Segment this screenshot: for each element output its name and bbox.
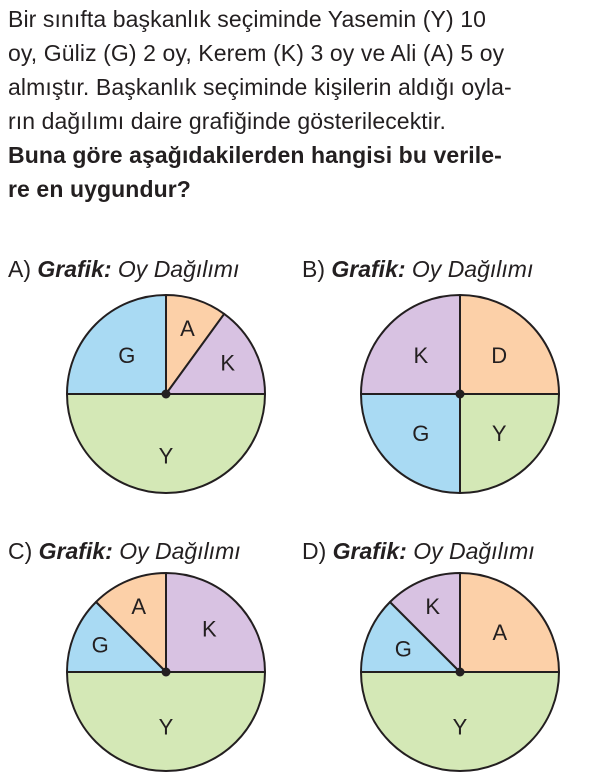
question-text	[8, 2, 596, 206]
pie-chart-c	[65, 571, 267, 773]
question-line-4: rın dağılımı daire grafiğinde gösterilecektir.	[8, 108, 446, 134]
option-a-title: Oy Dağılımı	[117, 256, 240, 282]
option-b-title: Oy Dağılımı	[411, 256, 534, 282]
pie-b-slice-d	[460, 295, 559, 394]
pie-d-label-k: K	[425, 594, 441, 620]
pie-b-center-dot	[456, 390, 465, 399]
question-prompt-line-2: re en uygundur?	[8, 176, 191, 202]
option-b-grafik: Grafik:	[331, 256, 406, 282]
option-d-title: Oy Dağılımı	[413, 538, 535, 564]
pie-a-slice-g	[67, 295, 166, 394]
pie-d-label-y: Y	[452, 714, 468, 740]
pie-d-label-a: A	[492, 620, 508, 646]
question-line-2: oy, Güliz (G) 2 oy, Kerem (K) 3 oy ve Ali (A) 5 oy	[8, 40, 505, 66]
option-b-letter: B)	[302, 256, 325, 282]
question-prompt-line-1: Buna göre aşağıdakilerden hangisi bu verile-	[8, 142, 502, 168]
pie-b-slice-k	[361, 295, 460, 394]
option-c-label[interactable]	[8, 536, 241, 566]
option-a-letter: A)	[8, 256, 31, 282]
option-d-letter: D)	[302, 538, 327, 564]
pie-d-center-dot	[456, 668, 465, 677]
pie-c-label-a: A	[131, 594, 147, 620]
question-line-3: almıştır. Başkanlık seçiminde kişilerin aldığı oyla-	[8, 74, 512, 100]
option-b-label[interactable]	[302, 254, 533, 284]
pie-b-slice-y	[460, 394, 559, 493]
pie-c-label-y: Y	[158, 714, 174, 740]
pie-b-label-y: Y	[491, 421, 507, 447]
question-line-1: Bir sınıfta başkanlık seçiminde Yasemin (Y) 10	[8, 6, 487, 32]
pie-chart-a	[65, 293, 267, 495]
pie-chart-b	[359, 293, 561, 495]
pie-d-slice-a	[460, 573, 559, 672]
pie-b-label-k: K	[413, 342, 429, 368]
pie-a-center-dot	[162, 390, 171, 399]
option-c-title: Oy Dağılımı	[119, 538, 241, 564]
pie-d-label-g: G	[394, 636, 412, 662]
pie-a-label-g: G	[118, 342, 136, 368]
pie-b-slice-g	[361, 394, 460, 493]
option-a-label[interactable]	[8, 254, 239, 284]
pie-a-label-a: A	[180, 316, 195, 342]
pie-c-label-g: G	[91, 632, 109, 658]
pie-chart-d	[359, 571, 561, 773]
option-c-letter: C)	[8, 538, 33, 564]
option-d-grafik: Grafik:	[332, 538, 407, 564]
pie-a-label-y: Y	[158, 443, 174, 469]
pie-b-label-g: G	[412, 421, 430, 447]
pie-a-label-k: K	[220, 350, 236, 376]
option-d-label[interactable]	[302, 536, 535, 566]
pie-b-label-d: D	[491, 342, 508, 368]
option-a-grafik: Grafik:	[37, 256, 112, 282]
option-c-grafik: Grafik:	[38, 538, 113, 564]
pie-c-label-k: K	[202, 616, 217, 642]
pie-c-center-dot	[162, 668, 171, 677]
